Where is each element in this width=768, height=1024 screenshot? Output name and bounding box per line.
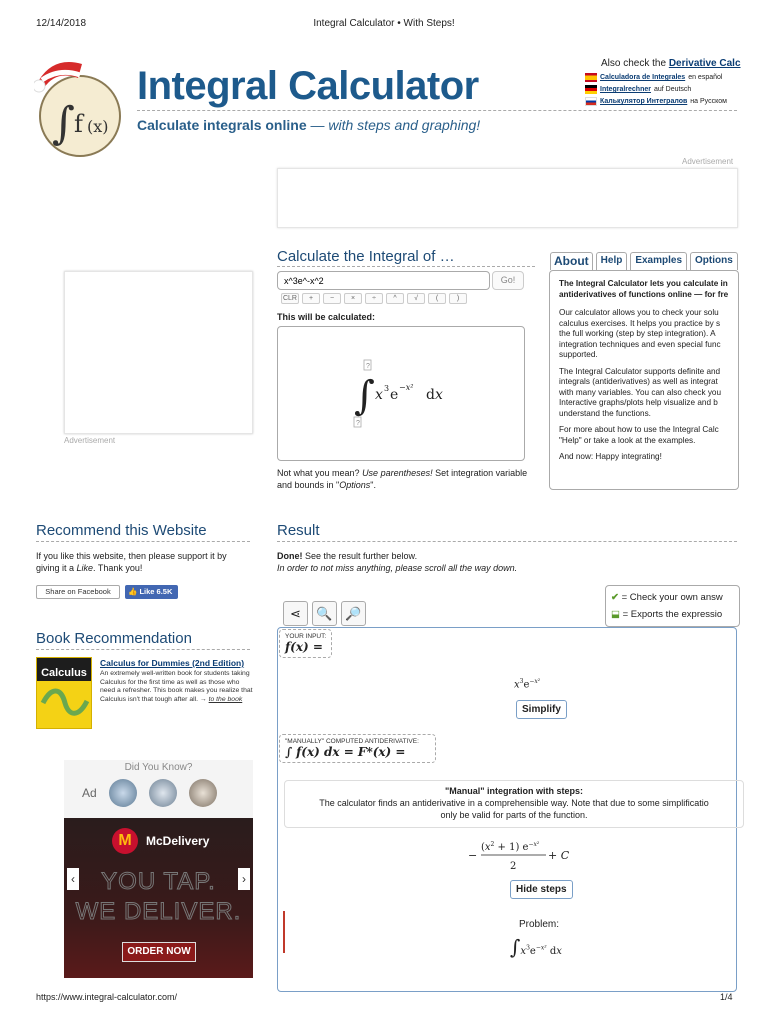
tab-options[interactable]: Options: [690, 252, 738, 270]
lang-de[interactable]: Integralrechner auf Deutsch: [585, 85, 691, 94]
key-times[interactable]: ×: [344, 293, 362, 304]
germany-flag-icon: [585, 85, 597, 94]
key-clr[interactable]: CLR: [282, 295, 297, 302]
story-thumb-3[interactable]: [189, 779, 217, 807]
problem-label: Problem:: [519, 919, 560, 930]
ad-badge: Ad: [82, 786, 97, 800]
about-panel: The Integral Calculator lets you calculate in antiderivatives of functions online — for fre Our calculator allows you to check your solu calculus exercises. It helps you practice by s the full working (step by step integration). A integration techniques and even special func supported. The Integral Calculator supports definite and integrals (antiderivatives) as well as integrat with many variables. You can also check you Interactive graphs/plots help visualize and b understand the functions. For more about how to use the Integral Calc "Help" or take a look at the examples. And now: Happy integrating!: [549, 270, 739, 490]
go-button[interactable]: Go!: [492, 271, 524, 290]
page-title: Integral Calculator: [137, 64, 479, 108]
calculator-heading: Calculate the Integral of …: [277, 248, 455, 265]
key-minus[interactable]: −: [323, 293, 341, 304]
integral-formula-preview: [278, 327, 526, 462]
tab-help[interactable]: Help: [596, 252, 628, 270]
story-thumb-1[interactable]: [109, 779, 137, 807]
result-heading: Result: [277, 522, 320, 539]
lang-ru[interactable]: Калькулятор Интегралов на Русском: [585, 97, 727, 106]
mcd-line-2: WE DELIVER.: [75, 898, 242, 925]
recommend-divider: [36, 541, 250, 542]
book-heading: Book Recommendation: [36, 630, 192, 647]
integral-input[interactable]: [277, 271, 490, 290]
share-facebook-button[interactable]: Share on Facebook: [36, 585, 120, 599]
svg-text:2: 2: [510, 861, 517, 872]
icon-legend: ✔ = Check your own answ ⬓ = Exports the expressio: [605, 585, 740, 627]
share-icon[interactable]: ⋖: [283, 601, 308, 626]
svg-text:x: x: [375, 387, 383, 403]
order-now-button[interactable]: ORDER NOW: [122, 942, 196, 962]
recommend-heading: Recommend this Website: [36, 522, 207, 539]
ad-label-side: Advertisement: [64, 436, 116, 445]
book-divider: [36, 649, 250, 650]
print-page: 1/4: [720, 992, 733, 1002]
svg-text:(x): (x): [87, 117, 109, 136]
did-you-know-title: Did You Know?: [124, 762, 193, 773]
print-url: https://www.integral-calculator.com/: [36, 992, 178, 1002]
russia-flag-icon: [585, 97, 597, 106]
svg-text:−: −: [468, 849, 478, 862]
antiderivative-result: [468, 834, 588, 878]
lang-es[interactable]: Calculadora de Integrales en español: [585, 73, 722, 82]
key-plus[interactable]: +: [302, 293, 320, 304]
mcd-line-1: YOU TAP.: [101, 868, 216, 895]
story-thumb-2[interactable]: [149, 779, 177, 807]
derivative-calc-link[interactable]: Derivative Calc: [668, 58, 741, 69]
book-cover-graphic: [37, 681, 91, 721]
to-the-book-link[interactable]: to the book: [208, 695, 243, 703]
also-check: Also check the Derivative Calc: [601, 58, 741, 69]
input-expression: $x^3e^{-x^2}$: [514, 678, 541, 691]
step-marker: [283, 911, 285, 953]
mcd-brand: McDelivery: [146, 834, 210, 848]
did-you-know-widget[interactable]: [64, 760, 253, 818]
print-title: Integral Calculator • With Steps!: [313, 18, 455, 29]
title-divider: [137, 110, 737, 111]
will-be-calculated-label: This will be calculated:: [277, 312, 376, 322]
mcdonalds-logo-icon: M: [112, 828, 138, 854]
key-divide[interactable]: ÷: [365, 293, 383, 304]
zoom-out-icon[interactable]: 🔍: [312, 601, 337, 626]
spain-flag-icon: [585, 73, 597, 82]
tab-about[interactable]: About: [550, 252, 593, 270]
mcdelivery-ad[interactable]: [64, 818, 253, 978]
svg-text:?: ?: [366, 363, 370, 370]
svg-text:e: e: [390, 387, 399, 403]
info-tabs: [550, 252, 738, 270]
key-sqrt[interactable]: √: [407, 293, 425, 304]
integral-preview: [277, 326, 525, 461]
thumbs-up-icon: 👍: [128, 587, 138, 596]
your-input-tag: YOUR INPUT: f(x) =: [279, 629, 332, 658]
key-power[interactable]: ^: [386, 293, 404, 304]
calculator-divider: [277, 266, 535, 267]
ad-label-top: Advertisement: [682, 157, 734, 166]
page-subtitle: Calculate integrals online — with steps and graphing!: [137, 117, 481, 133]
tab-examples[interactable]: Examples: [630, 252, 687, 270]
result-toolbar: [283, 601, 366, 626]
check-answer-icon: ✔: [611, 592, 619, 603]
svg-text:3: 3: [384, 384, 390, 393]
svg-text:f: f: [74, 110, 83, 138]
problem-expression: $\int x^3e^{-x^2}$ dx: [510, 935, 562, 959]
recommend-text: If you like this website, then please support it by giving it a Like. Thank you!: [36, 551, 227, 573]
scroll-note: In order to not miss anything, please scroll all the way down.: [277, 563, 518, 573]
svg-text:+ C: + C: [548, 849, 570, 862]
facebook-like-button[interactable]: 👍 Like 6.5K: [125, 585, 178, 599]
book-cover-image[interactable]: Calculus: [36, 657, 92, 729]
result-panel: [277, 627, 737, 992]
top-ad-slot[interactable]: [277, 168, 738, 228]
book-description: An extremely well-written book for students taking Calculus for the first time as well as those who need a refresher. This book makes you realize that Calculus isn't that tough after all. → to the book: [100, 670, 253, 703]
result-divider: [277, 541, 737, 542]
simplify-button[interactable]: Simplify: [516, 700, 567, 719]
side-ad-slot[interactable]: [64, 271, 253, 434]
logo-integral-icon: [34, 58, 126, 158]
print-date: 12/14/2018: [36, 18, 87, 29]
export-icon: ⬓: [611, 609, 620, 620]
svg-text:(x2 + 1) e−x²: $(x^2 + 1)$ $e^{-x^2}$: [481, 841, 540, 853]
svg-text:−x²: −x²: [399, 383, 414, 392]
hide-steps-button[interactable]: Hide steps: [510, 880, 573, 899]
hint-text: Not what you mean? Use parentheses! Set integration variable and bounds in "Options".: [277, 468, 528, 490]
key-open-paren[interactable]: (: [428, 293, 446, 304]
book-title-link[interactable]: Calculus for Dummies (2nd Edition): [100, 658, 245, 668]
svg-text:∫: ∫: [52, 98, 75, 149]
key-close-paren[interactable]: ): [449, 293, 467, 304]
manual-antiderivative-tag: "MANUALLY" COMPUTED ANTIDERIVATIVE: ∫ f(x) dx = F*(x) =: [279, 734, 436, 763]
next-arrow-icon[interactable]: ›: [238, 868, 250, 890]
svg-text:d: d: [426, 387, 435, 403]
svg-text:∫: ∫: [354, 373, 375, 419]
manual-steps-box: "Manual" integration with steps: The calculator finds an antiderivative in a comprehensible way. Note that due to some simplificatio only be valid for parts of the function.: [284, 780, 744, 828]
math-keyboard: [281, 293, 467, 304]
done-text: Done! See the result further below.: [277, 551, 418, 561]
prev-arrow-icon[interactable]: ‹: [67, 868, 79, 890]
svg-text:?: ?: [356, 420, 360, 427]
site-logo[interactable]: [34, 58, 126, 158]
zoom-in-icon[interactable]: 🔎: [341, 601, 366, 626]
svg-text:x: x: [435, 387, 443, 403]
